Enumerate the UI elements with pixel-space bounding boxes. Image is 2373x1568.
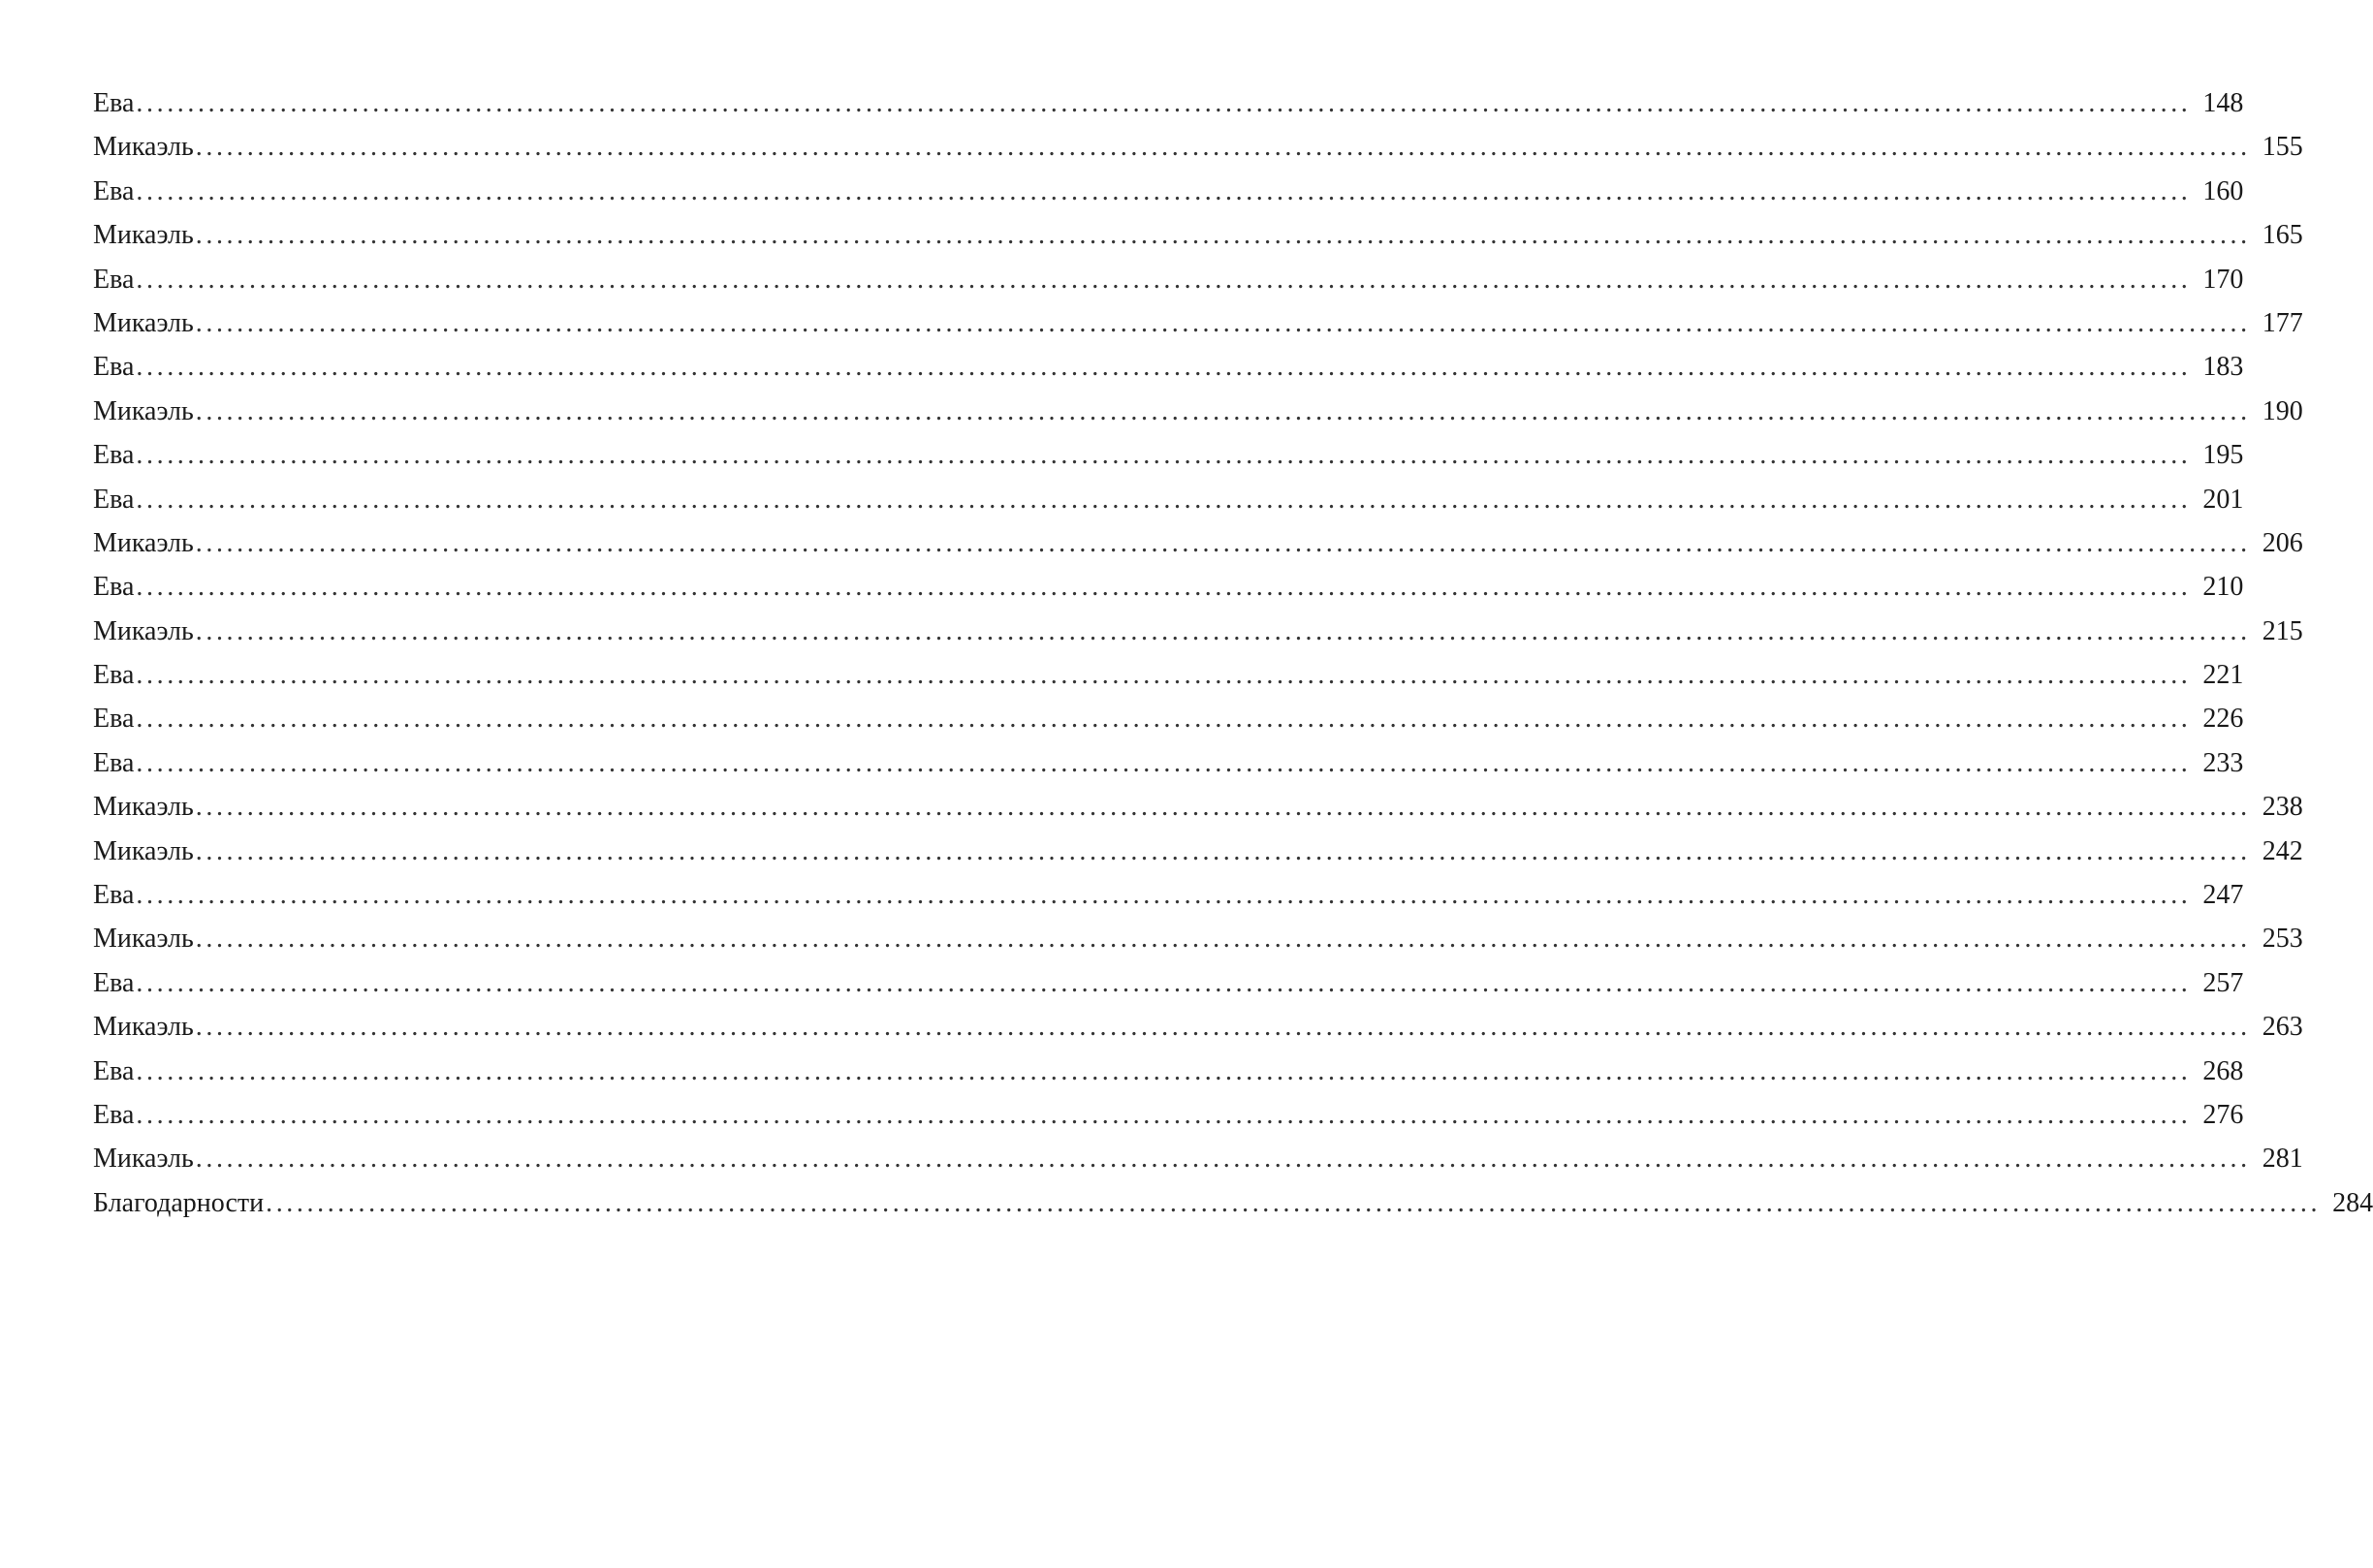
toc-entry-title: Микаэль xyxy=(93,220,194,251)
toc-entry-title: Микаэль xyxy=(93,1012,194,1043)
dot-leader: ........................................................................................................................................................................................................ xyxy=(136,880,2192,911)
toc-entry-title: Микаэль xyxy=(93,132,194,163)
toc-entry[interactable] xyxy=(93,213,2303,257)
toc-entry-page: 206 xyxy=(2262,527,2303,558)
toc-entry-page: 201 xyxy=(2202,484,2244,515)
toc-entry-page: 281 xyxy=(2262,1144,2303,1175)
dot-leader: ........................................................................................................................................................................................................ xyxy=(266,1187,2322,1218)
toc-entry-page: 221 xyxy=(2202,660,2244,691)
toc-entry-page: 226 xyxy=(2202,704,2244,735)
dot-leader: ........................................................................................................................................................................................................ xyxy=(195,615,2251,646)
dot-leader: ........................................................................................................................................................................................................ xyxy=(195,1144,2251,1175)
toc-entry-title: Ева xyxy=(93,1099,135,1130)
dot-leader: ........................................................................................................................................................................................................ xyxy=(136,440,2192,471)
toc-entry-page: 183 xyxy=(2202,352,2244,383)
toc-entry-title: Ева xyxy=(93,88,135,118)
toc-entry[interactable] xyxy=(93,1137,2303,1180)
toc-entry-page: 233 xyxy=(2202,747,2244,778)
toc-entry-page: 190 xyxy=(2262,395,2303,426)
toc-entry[interactable] xyxy=(93,301,2303,345)
toc-entry-title: Ева xyxy=(93,967,135,998)
dot-leader: ........................................................................................................................................................................................................ xyxy=(136,660,2192,691)
toc-entry-title: Ева xyxy=(93,747,135,778)
dot-leader: ........................................................................................................................................................................................................ xyxy=(136,747,2192,778)
dot-leader: ........................................................................................................................................................................................................ xyxy=(136,1099,2192,1130)
toc-entry-title: Ева xyxy=(93,880,135,911)
toc-entry[interactable] xyxy=(93,741,2244,785)
dot-leader: ........................................................................................................................................................................................................ xyxy=(195,132,2251,163)
dot-leader: ........................................................................................................................................................................................................ xyxy=(195,527,2251,558)
toc-entry-page: 177 xyxy=(2262,307,2303,338)
toc-entry[interactable] xyxy=(93,1181,2373,1225)
toc-entry-page: 263 xyxy=(2262,1012,2303,1043)
toc-entry[interactable] xyxy=(93,1093,2244,1137)
dot-leader: ........................................................................................................................................................................................................ xyxy=(136,88,2192,118)
dot-leader: ........................................................................................................................................................................................................ xyxy=(195,835,2251,866)
dot-leader: ........................................................................................................................................................................................................ xyxy=(136,572,2192,603)
toc-entry-page: 165 xyxy=(2262,220,2303,251)
toc-entry[interactable] xyxy=(93,565,2244,609)
toc-entry-title: Ева xyxy=(93,660,135,691)
table-of-contents xyxy=(93,81,2373,1225)
toc-entry-title: Ева xyxy=(93,1055,135,1086)
toc-entry-page: 155 xyxy=(2262,132,2303,163)
toc-entry-title: Ева xyxy=(93,572,135,603)
dot-leader: ........................................................................................................................................................................................................ xyxy=(136,967,2192,998)
toc-entry-page: 170 xyxy=(2202,264,2244,295)
toc-entry[interactable] xyxy=(93,830,2303,873)
toc-entry-page: 238 xyxy=(2262,792,2303,823)
toc-entry-title: Микаэль xyxy=(93,924,194,955)
toc-entry[interactable] xyxy=(93,258,2244,301)
toc-entry-page: 284 xyxy=(2332,1187,2373,1218)
toc-entry-page: 148 xyxy=(2202,88,2244,118)
toc-entry[interactable] xyxy=(93,521,2303,565)
dot-leader: ........................................................................................................................................................................................................ xyxy=(195,395,2251,426)
toc-entry-title: Ева xyxy=(93,484,135,515)
dot-leader: ........................................................................................................................................................................................................ xyxy=(136,484,2192,515)
toc-entry[interactable] xyxy=(93,478,2244,521)
dot-leader: ........................................................................................................................................................................................................ xyxy=(136,264,2192,295)
dot-leader: ........................................................................................................................................................................................................ xyxy=(195,1012,2251,1043)
toc-entry-page: 195 xyxy=(2202,440,2244,471)
toc-entry-page: 268 xyxy=(2202,1055,2244,1086)
toc-entry-page: 242 xyxy=(2262,835,2303,866)
toc-entry-page: 257 xyxy=(2202,967,2244,998)
toc-entry[interactable] xyxy=(93,873,2244,917)
toc-entry-title: Благодарности xyxy=(93,1187,265,1218)
dot-leader: ........................................................................................................................................................................................................ xyxy=(195,924,2251,955)
toc-entry[interactable] xyxy=(93,170,2244,213)
toc-entry-page: 210 xyxy=(2202,572,2244,603)
toc-entry[interactable] xyxy=(93,345,2244,389)
dot-leader: ........................................................................................................................................................................................................ xyxy=(195,307,2251,338)
dot-leader: ........................................................................................................................................................................................................ xyxy=(195,792,2251,823)
toc-entry-title: Ева xyxy=(93,175,135,206)
toc-entry-title: Микаэль xyxy=(93,395,194,426)
dot-leader: ........................................................................................................................................................................................................ xyxy=(195,220,2251,251)
toc-entry-page: 276 xyxy=(2202,1099,2244,1130)
toc-entry-title: Ева xyxy=(93,352,135,383)
dot-leader: ........................................................................................................................................................................................................ xyxy=(136,1055,2192,1086)
toc-entry-title: Микаэль xyxy=(93,615,194,646)
toc-entry[interactable] xyxy=(93,1005,2303,1049)
toc-entry-title: Микаэль xyxy=(93,1144,194,1175)
toc-entry-title: Микаэль xyxy=(93,527,194,558)
toc-entry-title: Ева xyxy=(93,264,135,295)
toc-entry-title: Микаэль xyxy=(93,835,194,866)
toc-entry-title: Ева xyxy=(93,440,135,471)
toc-entry[interactable] xyxy=(93,433,2244,477)
toc-entry-page: 247 xyxy=(2202,880,2244,911)
dot-leader: ........................................................................................................................................................................................................ xyxy=(136,352,2192,383)
toc-entry[interactable] xyxy=(93,917,2303,960)
dot-leader: ........................................................................................................................................................................................................ xyxy=(136,704,2192,735)
toc-entry[interactable] xyxy=(93,125,2303,169)
toc-entry[interactable] xyxy=(93,81,2244,125)
toc-entry[interactable] xyxy=(93,961,2244,1005)
toc-entry[interactable] xyxy=(93,390,2303,433)
toc-entry[interactable] xyxy=(93,610,2303,653)
toc-entry-page: 215 xyxy=(2262,615,2303,646)
toc-entry[interactable] xyxy=(93,1050,2244,1093)
toc-entry-page: 253 xyxy=(2262,924,2303,955)
toc-entry-title: Ева xyxy=(93,704,135,735)
toc-entry-title: Микаэль xyxy=(93,792,194,823)
toc-entry[interactable] xyxy=(93,785,2303,829)
toc-entry-title: Микаэль xyxy=(93,307,194,338)
dot-leader: ........................................................................................................................................................................................................ xyxy=(136,175,2192,206)
toc-entry-page: 160 xyxy=(2202,175,2244,206)
toc-entry[interactable] xyxy=(93,697,2244,740)
toc-entry[interactable] xyxy=(93,653,2244,697)
